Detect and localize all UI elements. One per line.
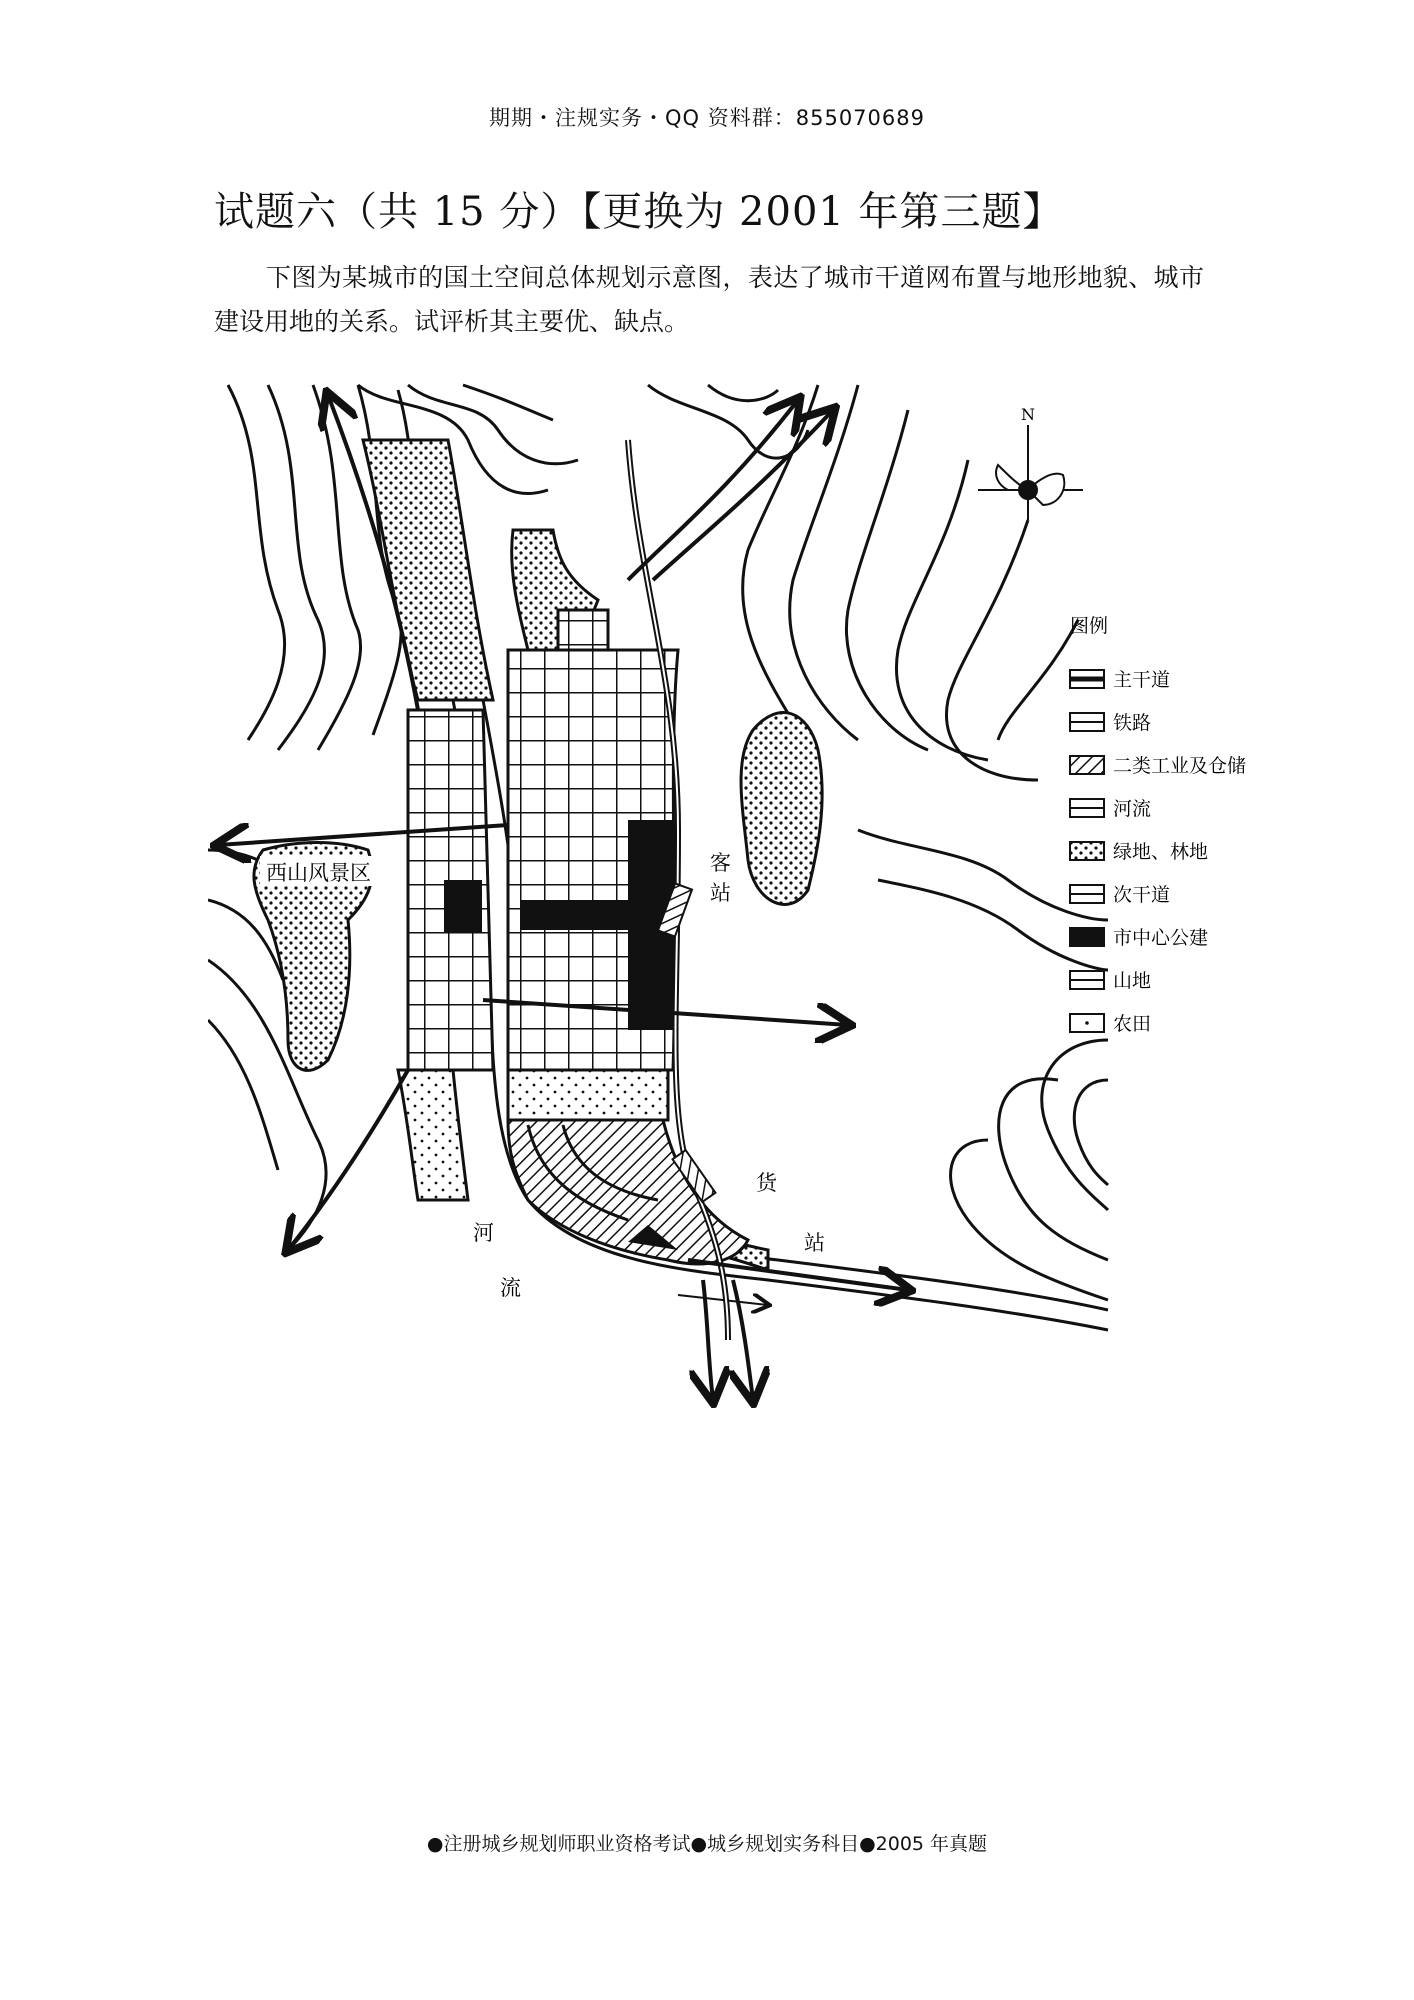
legend <box>1070 615 1246 1035</box>
legend-item <box>1070 755 1246 777</box>
legend-item <box>1070 970 1151 992</box>
planning-map-figure <box>208 380 1293 1450</box>
passenger-station-label-1: 客 <box>710 851 731 875</box>
legend-item <box>1070 884 1170 906</box>
legend-label: 铁路 <box>1113 712 1152 734</box>
planning-map <box>208 380 1293 1450</box>
legend-item <box>1070 841 1208 863</box>
page-footer: ●注册城乡规划师职业资格考试●城乡规划实务科目●2005 年真题 <box>426 1833 988 1855</box>
legend-item <box>1070 798 1151 820</box>
legend-label: 次干道 <box>1113 884 1171 906</box>
north-label: N <box>1021 405 1035 424</box>
legend-label: 山地 <box>1113 970 1152 992</box>
legend-label: 绿地、林地 <box>1113 841 1209 863</box>
legend-item <box>1070 669 1170 691</box>
black-fill-icon <box>1070 928 1104 946</box>
legend-item <box>1070 927 1208 949</box>
legend-title: 图例 <box>1070 615 1109 637</box>
freight-station-label-1: 货 <box>756 1171 777 1195</box>
green-dots-icon <box>1070 842 1104 860</box>
scenic-area-label: 西山风景区 <box>266 861 371 885</box>
question-body: 下图为某城市的国土空间总体规划示意图，表达了城市干道网布置与地形地貌、城市建设用地的关系。试评析其主要优、缺点。 <box>214 263 1204 336</box>
legend-item <box>1070 1013 1151 1035</box>
legend-label: 农田 <box>1113 1013 1152 1035</box>
legend-label: 主干道 <box>1113 669 1171 691</box>
page-header: 期期・注规实务・QQ 资料群：855070689 <box>489 106 925 130</box>
freight-station-label-2: 站 <box>804 1231 825 1255</box>
legend-item <box>1070 712 1151 734</box>
river-label-2: 流 <box>500 1276 521 1300</box>
legend-label: 市中心公建 <box>1113 927 1209 949</box>
industry-hatch-icon <box>1070 756 1104 774</box>
passenger-station-label-2: 站 <box>710 881 731 905</box>
legend-label: 河流 <box>1113 798 1152 820</box>
river-label-1: 河 <box>473 1221 494 1245</box>
legend-label: 二类工业及仓储 <box>1113 755 1247 777</box>
north-arrow <box>978 425 1083 520</box>
question-title: 试题六（共 15 分）【更换为 2001 年第三题】 <box>214 189 1064 235</box>
